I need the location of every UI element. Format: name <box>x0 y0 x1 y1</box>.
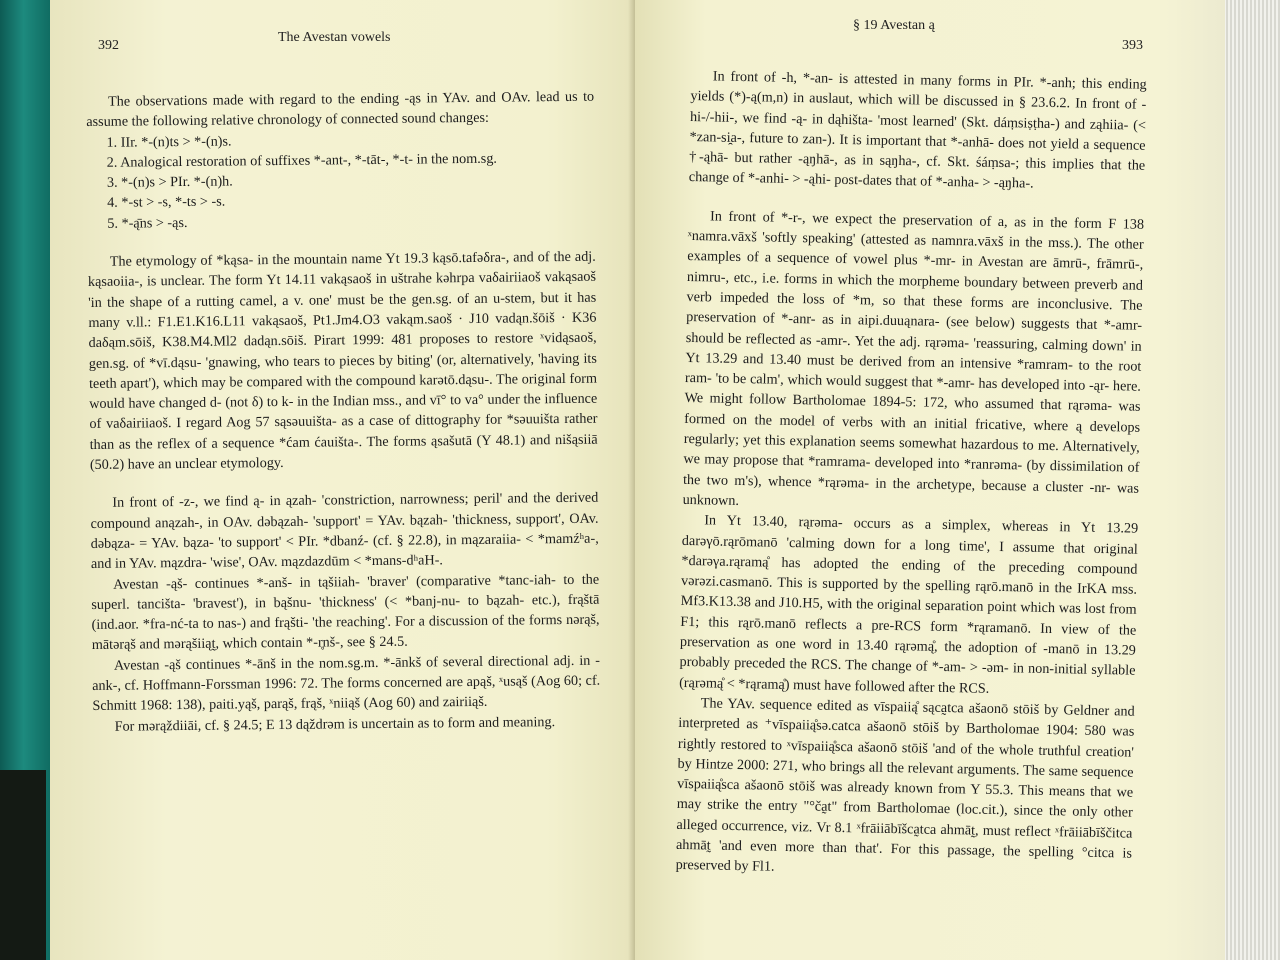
list-item: 3. *-(n)s > PIr. *-(n)h. <box>106 173 233 191</box>
book-spine-label-area <box>0 770 46 960</box>
front-of-z-paragraph: In front of -z-, we find ą- in ązah- 'constriction, narrowness; peril' and the derived compound anązah-, in OAv. dəbązah- 'support' = YAv. bązah- 'thickness, support', OAv. dəbąza- = YAv. bąza- 'to support' < PIr. *dbanź- (cf. § 22.8), in mązaraiia- < *mamźʰa-, and in YAv. mązdra- 'wise', OAv. mązdazdūm < *mans-dʰaH-. <box>90 490 599 573</box>
left-page <box>50 0 635 960</box>
left-text-block <box>86 87 601 737</box>
page-edges <box>1222 0 1280 960</box>
right-page-number: 393 <box>1122 38 1143 53</box>
list-item: 4. *-st > -s, *-ts > -s. <box>107 194 226 212</box>
front-of-r-paragraph: In front of *-r-, we expect the preservation of a, as in the form F 138 ˣnamra.vāxš 'softly speaking' (attested as namnra.vāxš in the mss.). The other examples of a sequence of vowel plus *-mr- in Avestan are āmrū-, frāmrū-, nimru-, etc., i.e. forms in which the morpheme boundary between preverb and verb impeded the loss of *m, so that these forms are inconclusive. The preservation of *-anr- as in aipi.duuąnara- (see below) suggests that *-amr- should be reflected as -amr-. Yet the adj. rąrəma- 'reassuring, calming down' in Yt 13.29 and 13.40 must be derived from an intensive *ramram- to the root ram- 'to be calm', which would suggest that *-amr- has developed into -ąr- here. We might follow Bartholomae 1894-5: 172, who assumed that rąrəma- was formed on the model of verbs with an initial fricative, where ą develops regularly; yet this explanation seems somewhat hazardous to me. Alternatively, we may propose that *ramrama- developed into *ranrəma- (by dissimilation of the two m's), whence *rąrəma- in the archetype, because a cluster -nr- was unknown. <box>682 208 1145 509</box>
right-text-block <box>675 66 1146 884</box>
etymology-paragraph: The etymology of *kąsa- in the mountain name Yt 19.3 kąsō.tafəδra-, and of the adj. kąsaoiia-, is unclear. The form Yt 14.11 vakąsaoš in uštrahe kəhrpa vaδairiiaoš vakąsaoš 'in the shape of a rutting camel, a v. one' must be the gen.sg. of an u-stem, but it has many v.ll.: F1.E1.K16.L11 vakąsaoš, Pt1.Jm4.O3 vakąm.saoš · J10 vadąn.šōiš · K36 daδąm.sōiš, K38.M4.Ml2 dadąn.sōiš. Pirart 1999: 481 proposes to restore ˣvidąsaoš, gen.sg. of *vī.dąsu- 'gnawing, who tears to pieces by biting' (or, alternatively, 'having its teeth apart'), which may be compared with the compound karətō.dąsu-. The original form would have changed d- (not δ) to k- in the Indian mss., and vī° to va° under the influence of vaδairiiaoš. I regard Aog 57 sąsəuuišta- as a case of dittography for *səuuišta rather than as the reflex of a sequence *ćam ćauišta-. The forms ąsašutā (Y 48.1) and nišąsiiā (50.2) have an unclear etymology. <box>87 248 598 474</box>
list-item: 5. *-ą̄ns > -ąs. <box>107 214 188 232</box>
intro-paragraph: The observations made with regard to the ending -ąs in YAv. and OAv. lead us to assume the following relative chronology of connected sound changes: <box>86 88 595 131</box>
right-running-head: § 19 Avestan ą <box>853 18 935 33</box>
avestan-anks-paragraph: Avestan -ąš continues *-ānš in the nom.sg.m. *-ānkš of several directional adj. in -ank-, cf. Hoffmann-Forssman 1996: 72. The forms concerned are apąš, ˣusąš (Aog 60; cf. Schmitt 1968: 138), paiti.yąš, parąš, frąš, ˣniiąš (Aog 60) and zairiiąš. <box>92 652 601 715</box>
left-page-number: 392 <box>98 38 119 53</box>
list-item: 2. Analogical restoration of suffixes *-ant-, *-tāt-, *-t- in the nom.sg. <box>106 150 498 171</box>
yt-13-40-paragraph: In Yt 13.40, rąrəma- occurs as a simplex, whereas in Yt 13.29 darəγō.rąrōmanō 'calming down for a long time', I assume that original *darəγa.rąramą̊ has adopted the ending of the preceding compound vərəzi.casmanō. This is supported by the spelling rąrō.manō in the IrKA mss. Mf3.K13.38 and J10.H5, with the original separation point which was lost from F1; this rąrō.manō reflects a pre-RCS form *rąramanō. In view of the preservation as one word in 13.40 rąrəmą̊, the adoption of -manō in 13.29 probably preceded the RCS. The change of *-am- > -əm- in non-initial syllable (rąrəmą̊ < *rąramą̊) must have followed after the RCS. <box>679 512 1139 697</box>
right-page <box>635 0 1225 960</box>
left-running-head: The Avestan vowels <box>278 30 391 45</box>
sound-change-list <box>86 127 595 234</box>
front-of-h-paragraph: In front of -h, *-an- is attested in many forms in PIr. *-anh; this ending yields (*)-ą(m,n) in auslaut, which will be discussed in § 23.6.2. In front of -hi-/-hii-, we find -ą- in dąhišta- 'most learned' (Skt. dáṃsiṣṭha-) and ząhiia- (< *zan-si̯a-, future to zan-). It is important that *-anhā- does not yield a sequence †-ąhā- but rather -ąŋhā-, as in sąŋha-, cf. Skt. śáṃsa-; this implies that the change of *-anhi- > -ąhi- post-dates that of *-anha- > -ąŋha-. <box>688 68 1147 193</box>
vispaiia-paragraph: The YAv. sequence edited as vīspaiią̊ sąca̰tca ašaonō stōiš by Geldner and interpreted as ⁺vīspaiią̊sə.catca ašaonō stōiš by Bartholomae 1904: 580 was rightly restored to ˣvīspaiią̊sca ašaonō stōiš 'and of the whole truthful creation' by Hintze 2000: 271, who brings all the relevant arguments. The same sequence vīspaiią̊sca ašaonō stōiš was already known from Y 55.3. This means that we may strike the entry "°ča̰t" from Bartholomae (loc.cit.), since the only other alleged occurrence, viz. Vr 8.1 ˣfrāiiābīšca̰tca ahmāt̰, must reflect ˣfrāiiābīščitca ahmāt̰ 'and even more than that'. For this passage, the spelling °citca is preserved by Fl1. <box>675 695 1135 876</box>
list-item: 1. IIr. *-(n)ts > *-(n)s. <box>106 133 232 151</box>
avestan-ans-paragraph: Avestan -ąš- continues *-anš- in tąšiiah- 'braver' (comparative *tanc-iah- to the superl. tancišta- 'bravest'), in bąšnu- 'thickness' (< *banj-nu- to bązah- etc.), frąštā (ind.aor. *fra-nć-ta to nas-) and frąšti- 'the reaching'. For a discussion of the forms nərąš, mātərąš and mərąšiiąt̰, which contain *-r̥nš-, see § 24.5. <box>91 571 600 654</box>
meraszdiiai-paragraph: For mərąždiiāi, cf. § 24.5; E 13 dąždrəm is uncertain as to form and meaning. <box>114 713 556 735</box>
